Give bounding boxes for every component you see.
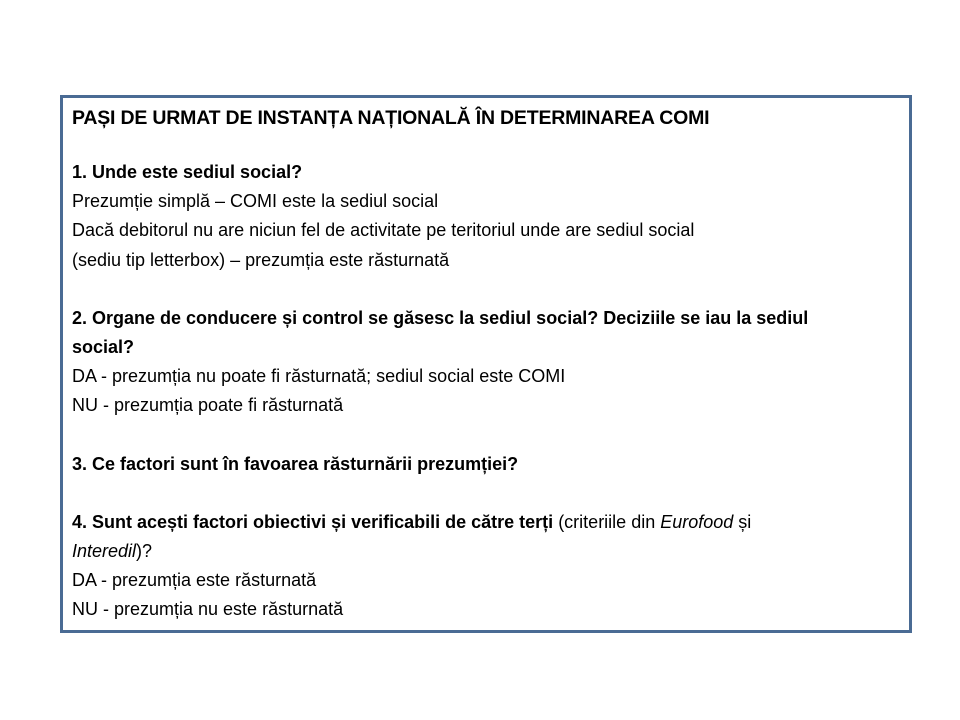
step4-heading-line2 (72, 537, 909, 566)
step4-heading-line1 (72, 508, 909, 537)
step4-case-interedil: Interedil (72, 541, 137, 562)
step1-line2: Dacă debitorul nu are niciun fel de activitate pe teritoriul unde are sediul social (72, 220, 695, 241)
step2-yes: DA - prezumția nu poate fi răsturnată; sediul social este COMI (72, 366, 566, 387)
step3-heading: 3. Ce factori sunt în favoarea răsturnării prezumției? (72, 453, 519, 474)
step4-heading-rest: (criteriile din (553, 511, 661, 532)
step4-close: )? (136, 541, 153, 562)
step4-heading-bold: 4. Sunt acești factori obiectivi și verificabili de către terți (72, 511, 554, 532)
step4-no: NU - prezumția nu este răsturnată (72, 599, 344, 620)
step1-heading: 1. Unde este sediul social? (72, 162, 303, 182)
step1-line3: (sediu tip letterbox) – prezumția este răsturnată (72, 249, 450, 270)
step4-and: și (733, 511, 752, 532)
step2-no: NU - prezumția poate fi răsturnată (72, 395, 344, 416)
content-box (60, 95, 912, 633)
step2-heading-line2: social? (72, 337, 135, 358)
page-title: PAȘI DE URMAT DE INSTANȚA NAȚIONALĂ ÎN DETERMINAREA COMI (72, 107, 710, 129)
step4-yes: DA - prezumția este răsturnată (72, 570, 317, 591)
step4-case-eurofood: Eurofood (660, 511, 734, 532)
step2-heading-line1: 2. Organe de conducere și control se găsesc la sediul social? Deciziile se iau la sediul (72, 307, 809, 328)
step1-line1: Prezumție simplă – COMI este la sediul social (72, 191, 439, 212)
